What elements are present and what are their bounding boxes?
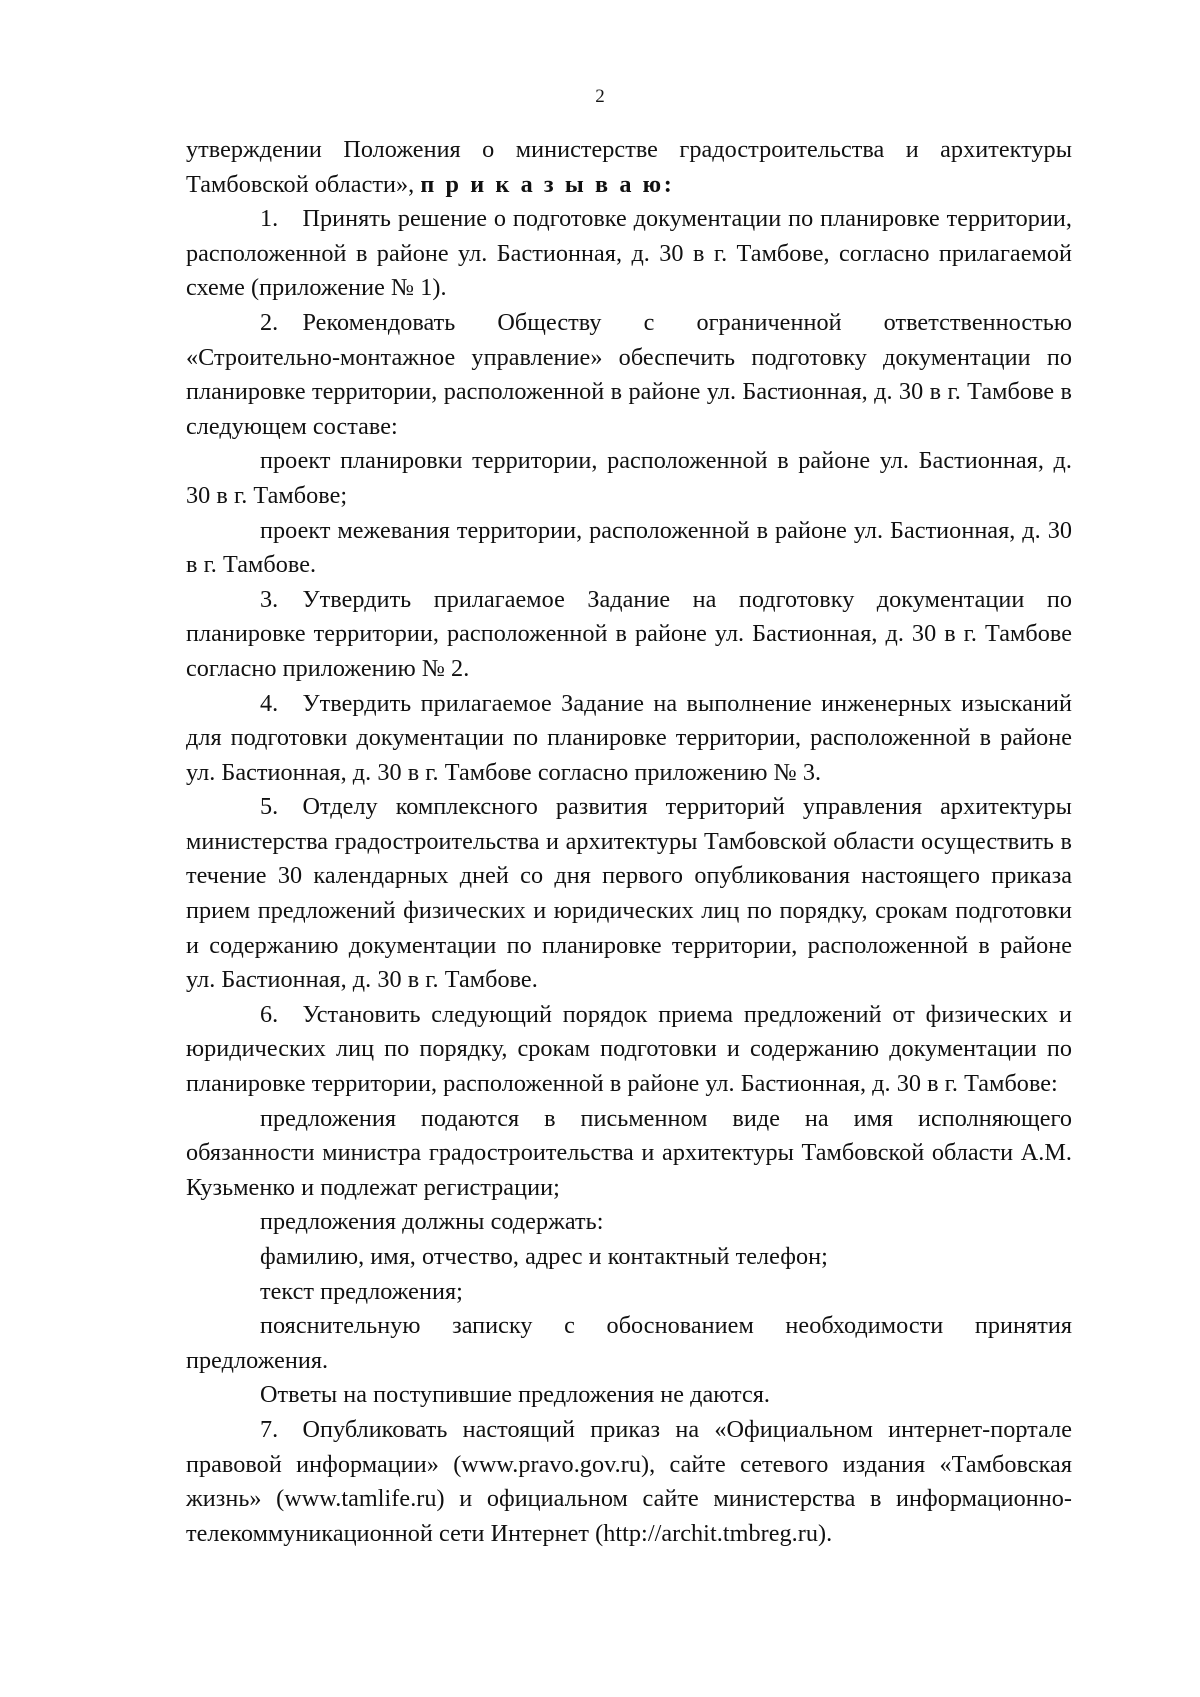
page-number: 2: [595, 86, 605, 107]
paragraph-item-5: 5. Отделу комплексного развития территорий управления архитектуры министерства градостроительства и архитектуры Тамбовской области осуществить в течение 30 календарных дней со дня первого опубликования настоящего приказа прием предложений физических и юридических лиц по порядку, срокам подготовки и содержанию документации по планировке территории, расположенной в районе ул. Бастионная, д. 30 в г. Тамбове.: [186, 793, 1072, 994]
document-body: [186, 133, 1072, 1551]
paragraph-item-2: 2. Рекомендовать Обществу с ограниченной ответственностью «Строительно-монтажное управление» обеспечить подготовку документации по планировке территории, расположенной в районе ул. Бастионная, д. 30 в г. Тамбове в следующем составе:: [186, 308, 1072, 440]
paragraph-item-6-sub-a: предложения подаются в письменном виде на имя исполняющего обязанности министра градостроительства и архитектуры Тамбовской области А.М. Кузьменко и подлежат регистрации;: [186, 1104, 1072, 1201]
paragraph-item-6-sub-f: Ответы на поступившие предложения не даются.: [260, 1381, 771, 1409]
paragraph-item-6-sub-c: фамилию, имя, отчество, адрес и контактный телефон;: [260, 1243, 828, 1270]
intro-emphasis: п р и к а з ы в а ю:: [420, 170, 675, 198]
paragraph-item-2-sub-a: проект планировки территории, расположенной в районе ул. Бастионная, д. 30 в г. Тамбове;: [186, 447, 1072, 509]
intro-text-before: утверждении Положения о министерстве градостроительства и архитектуры Тамбовской области»,: [186, 136, 1072, 198]
paragraph-item-2-sub-b: проект межевания территории, расположенной в районе ул. Бастионная, д. 30 в г. Тамбове.: [186, 516, 1072, 579]
paragraph-item-6-sub-b: предложения должны содержать:: [260, 1208, 604, 1236]
paragraph-item-1: 1. Принять решение о подготовке документации по планировке территории, расположенной в районе ул. Бастионная, д. 30 в г. Тамбове, согласно прилагаемой схеме (приложение № 1).: [186, 205, 1072, 302]
paragraph-item-6-sub-d: текст предложения;: [260, 1277, 463, 1305]
paragraph-item-6: 6. Установить следующий порядок приема предложений от физических и юридических лиц по порядку, срокам подготовки и содержанию документации по планировке территории, расположенной в районе ул. Бастионная, д. 30 в г. Тамбове:: [186, 1000, 1072, 1098]
paragraph-intro: [186, 133, 1072, 202]
paragraph-item-7: 7. Опубликовать настоящий приказ на «Официальном интернет-портале правовой информации» (www.pravo.gov.ru), сайте сетевого издания «Тамбовская жизнь» (www.tamlife.ru) и официальном сайте министерства в информационно-телекоммуникационной сети Интернет (http://archit.tmbreg.ru).: [186, 1415, 1072, 1547]
paragraph-item-6-sub-e: пояснительную записку с обоснованием необходимости принятия предложения.: [186, 1312, 1072, 1374]
paragraph-item-4: 4. Утвердить прилагаемое Задание на выполнение инженерных изысканий для подготовки документации по планировке территории, расположенной в районе ул. Бастионная, д. 30 в г. Тамбове согласно приложению № 3.: [186, 689, 1072, 786]
paragraph-item-3: 3. Утвердить прилагаемое Задание на подготовку документации по планировке территории, расположенной в районе ул. Бастионная, д. 30 в г. Тамбове согласно приложению № 2.: [186, 585, 1072, 682]
